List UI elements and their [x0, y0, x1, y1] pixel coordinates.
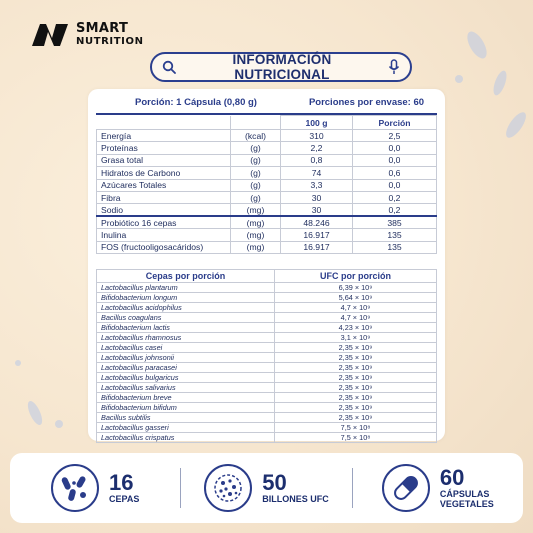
nutrient-unit: (g) [231, 142, 281, 154]
decor-dot [55, 420, 63, 428]
stat-label-2: VEGETALES [439, 499, 494, 509]
table-row [97, 229, 437, 241]
header-strains: Cepas por porción [97, 270, 275, 283]
search-bar[interactable] [150, 52, 412, 82]
strain-name: Lactobacillus bulgaricus [97, 373, 275, 383]
value-portion: 0,2 [353, 191, 437, 203]
nutrient-unit: (mg) [231, 241, 281, 253]
value-portion: 385 [353, 216, 437, 228]
nutrient-name: Hidratos de Carbono [97, 167, 231, 179]
table-row [97, 353, 437, 363]
value-portion: 0,0 [353, 179, 437, 191]
value-100g: 30 [281, 191, 353, 203]
stat-number: 60 [439, 465, 465, 490]
strain-cfu: 4,7 × 10⁹ [275, 303, 437, 313]
strain-name: Lactobacillus acidophilus [97, 303, 275, 313]
nutrient-name: Azúcares Totales [97, 179, 231, 191]
value-100g: 30 [281, 204, 353, 216]
strain-cfu: 2,35 × 10⁹ [275, 403, 437, 413]
strain-cfu: 4,23 × 10⁹ [275, 323, 437, 333]
decor-bacteria [502, 109, 529, 140]
table-header-row [97, 270, 437, 283]
nutrient-name: Probiótico 16 cepas [97, 216, 231, 228]
table-row [97, 216, 437, 228]
serving-summary [96, 95, 437, 109]
brand-line2: NUTRITION [76, 36, 144, 47]
strain-name: Bifidobacterium lactis [97, 323, 275, 333]
strain-cfu: 2,35 × 10⁹ [275, 373, 437, 383]
table-row [97, 323, 437, 333]
value-portion: 0,6 [353, 167, 437, 179]
strains-table [96, 269, 437, 443]
nutrient-unit: (kcal) [231, 130, 281, 142]
table-row [97, 393, 437, 403]
value-100g: 0,8 [281, 154, 353, 166]
table-row [97, 204, 437, 216]
strain-cfu: 7,5 × 10⁸ [275, 433, 437, 443]
microphone-icon[interactable] [388, 59, 400, 75]
nutrition-table [96, 115, 437, 254]
value-portion: 2,5 [353, 130, 437, 142]
value-portion: 0,0 [353, 154, 437, 166]
decor-bacteria [491, 69, 509, 97]
value-portion: 0,0 [353, 142, 437, 154]
strain-cfu: 4,7 × 10⁹ [275, 313, 437, 323]
nutrient-name: FOS (fructooligosacáridos) [97, 241, 231, 253]
table-row [97, 373, 437, 383]
table-row [97, 241, 437, 253]
strain-name: Lactobacillus rhamnosus [97, 333, 275, 343]
table-row [97, 363, 437, 373]
decor-bacteria [25, 399, 45, 427]
table-row [97, 179, 437, 191]
strain-cfu: 2,35 × 10⁹ [275, 343, 437, 353]
decor-bacteria [463, 29, 490, 62]
strain-name: Bifidobacterium breve [97, 393, 275, 403]
table-row [97, 191, 437, 203]
strain-cfu: 2,35 × 10⁹ [275, 363, 437, 373]
strain-cfu: 2,35 × 10⁹ [275, 383, 437, 393]
table-row [97, 154, 437, 166]
decor-dot [455, 75, 463, 83]
strains-section [96, 269, 437, 443]
nutrient-unit: (g) [231, 167, 281, 179]
table-row [97, 433, 437, 443]
nutrient-unit: (g) [231, 154, 281, 166]
value-portion: 0,2 [353, 204, 437, 216]
table-row [97, 313, 437, 323]
value-100g: 3,3 [281, 179, 353, 191]
strain-cfu: 7,5 × 10⁸ [275, 423, 437, 433]
table-row [97, 130, 437, 142]
table-row [97, 343, 437, 353]
strain-cfu: 5,64 × 10⁹ [275, 293, 437, 303]
value-100g: 2,2 [281, 142, 353, 154]
nutrition-section [96, 95, 437, 254]
value-100g: 74 [281, 167, 353, 179]
n-logo-icon [30, 22, 70, 48]
nutrient-unit: (mg) [231, 204, 281, 216]
nutrient-unit: (g) [231, 191, 281, 203]
stat-label: BILLONES UFC [262, 494, 329, 504]
strain-name: Lactobacillus paracasei [97, 363, 275, 373]
header-portion: Porción [353, 116, 437, 130]
nutrition-card [88, 89, 445, 441]
strain-name: Bifidobacterium bifidum [97, 403, 275, 413]
colony-icon [204, 464, 252, 512]
table-row [97, 303, 437, 313]
header-cfu: UFC por porción [275, 270, 437, 283]
servings-per-container: Porciones por envase: 60 [308, 96, 425, 108]
strain-cfu: 3,1 × 10⁹ [275, 333, 437, 343]
strain-name: Bacillus coagulans [97, 313, 275, 323]
decor-dot [15, 360, 21, 366]
table-row [97, 403, 437, 413]
strain-cfu: 6,39 × 10⁹ [275, 283, 437, 293]
nutrient-name: Sodio [97, 204, 231, 216]
value-100g: 310 [281, 130, 353, 142]
strain-cfu: 2,35 × 10⁹ [275, 413, 437, 423]
table-row [97, 167, 437, 179]
capsule-icon [382, 464, 430, 512]
strain-cfu: 2,35 × 10⁹ [275, 353, 437, 363]
nutrient-name: Grasa total [97, 154, 231, 166]
nutrient-unit: (g) [231, 179, 281, 191]
strain-name: Lactobacillus salivarius [97, 383, 275, 393]
stat-strains [10, 464, 180, 512]
table-row [97, 383, 437, 393]
strain-name: Bacillus subtilis [97, 413, 275, 423]
value-portion: 135 [353, 241, 437, 253]
strain-name: Lactobacillus casei [97, 343, 275, 353]
table-row [97, 142, 437, 154]
table-row [97, 333, 437, 343]
nutrient-name: Fibra [97, 191, 231, 203]
strain-name: Lactobacillus gasseri [97, 423, 275, 433]
search-icon[interactable] [162, 60, 176, 74]
brand-logo [30, 22, 144, 48]
value-100g: 16.917 [281, 241, 353, 253]
nutrient-unit: (mg) [231, 216, 281, 228]
table-header-row [97, 116, 437, 130]
strain-name: Bifidobacterium longum [97, 293, 275, 303]
strain-cfu: 2,35 × 10⁹ [275, 393, 437, 403]
table-row [97, 293, 437, 303]
stat-number: 50 [262, 470, 287, 495]
strain-name: Lactobacillus plantarum [97, 283, 275, 293]
table-row [97, 423, 437, 433]
stat-label: CÁPSULAS [439, 489, 490, 499]
stat-capsules [353, 464, 523, 512]
portion-size: Porción: 1 Cápsula (0,80 g) [135, 96, 257, 108]
strain-name: Lactobacillus crispatus [97, 433, 275, 443]
value-100g: 48.246 [281, 216, 353, 228]
strain-name: Lactobacillus johnsonii [97, 353, 275, 363]
nutrient-name: Proteínas [97, 142, 231, 154]
stat-number: 16 [108, 470, 134, 495]
page-title: INFORMACIÓN NUTRICIONAL [232, 52, 332, 82]
nutrient-name: Inulina [97, 229, 231, 241]
nutrient-unit: (mg) [231, 229, 281, 241]
bacteria-icon [51, 464, 99, 512]
stats-bar [10, 453, 523, 523]
nutrient-name: Energía [97, 130, 231, 142]
header-100g: 100 g [281, 116, 353, 130]
value-100g: 16.917 [281, 229, 353, 241]
stat-label: CEPAS [108, 494, 140, 504]
table-row [97, 413, 437, 423]
brand-line1: SMART [76, 21, 129, 36]
value-portion: 135 [353, 229, 437, 241]
table-row [97, 283, 437, 293]
stat-cfu [181, 464, 351, 512]
